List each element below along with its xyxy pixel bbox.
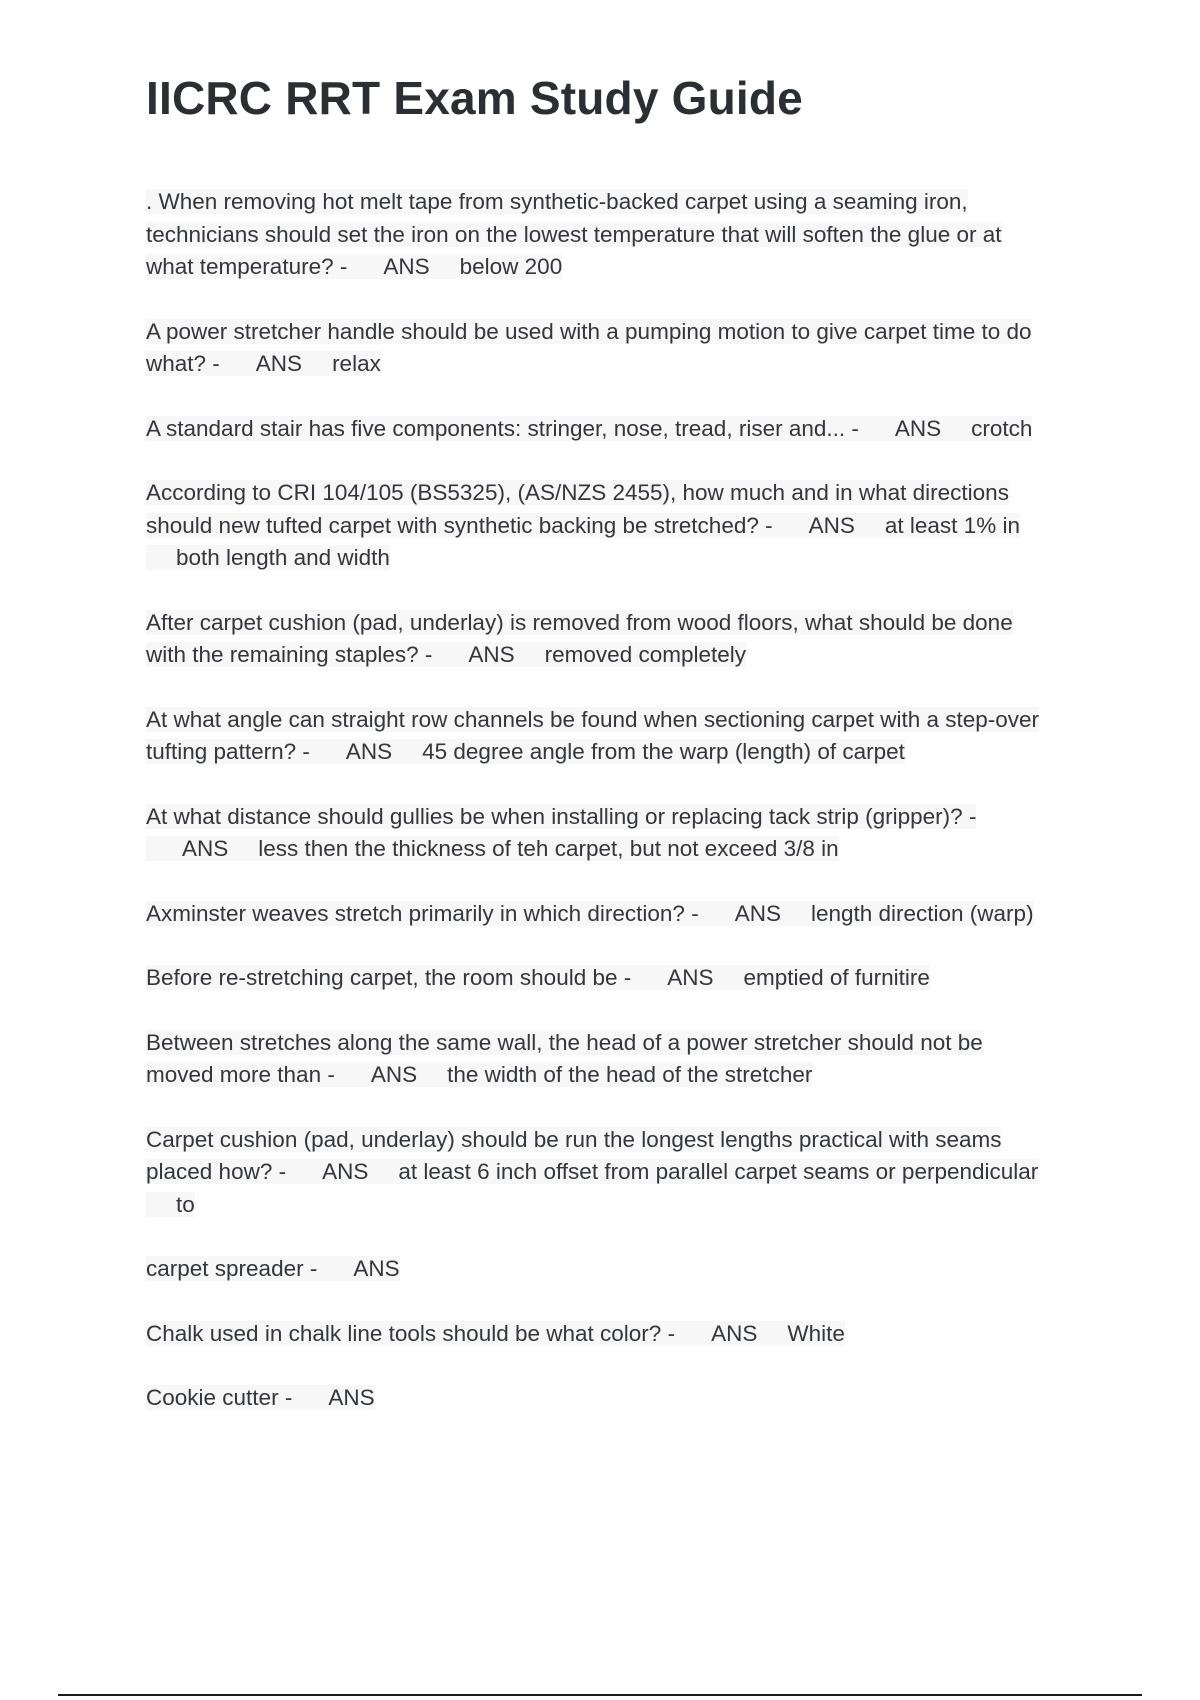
question-text: carpet spreader	[146, 1256, 304, 1281]
ans-label: ANS	[432, 642, 514, 667]
ans-label: ANS	[859, 416, 941, 441]
ans-label: ANS	[286, 1159, 368, 1184]
question-text: . When removing hot melt tape from synthetic-backed carpet using a seaming iron, technicians should set the iron on the lowest temperature that will soften the glue or at what temperature?	[146, 189, 1002, 279]
qa-item	[146, 1027, 1046, 1092]
question-text: A power stretcher handle should be used with a pumping motion to give carpet time to do what?	[146, 318, 1032, 376]
question-text: According to CRI 104/105 (BS5325), (AS/NZS 2455), how much and in what directions should new tufted carpet with synthetic backing be stretched?	[146, 480, 1009, 538]
ans-label: ANS	[347, 254, 429, 279]
question-text: Axminster weaves stretch primarily in which direction?	[146, 900, 685, 926]
answer-text: less then the thickness of teh carpet, but not exceed 3/8 in	[228, 836, 838, 861]
question-text: Between stretches along the same wall, the head of a power stretcher should not be moved more than	[146, 1029, 983, 1087]
answer-text: crotch	[941, 416, 1032, 441]
ans-label: ANS	[146, 836, 228, 861]
separator: -	[333, 254, 348, 279]
separator: -	[962, 803, 977, 829]
separator: -	[661, 1320, 676, 1346]
question-text: A standard stair has five components: stringer, nose, tread, riser and...	[146, 415, 846, 441]
separator: -	[758, 512, 773, 538]
question-text: Before re-stretching carpet, the room should be	[146, 965, 618, 990]
qa-item	[146, 477, 1046, 575]
answer-text: removed completely	[515, 642, 746, 667]
qa-item	[146, 898, 1046, 931]
qa-item	[146, 962, 1046, 995]
qa-item	[146, 1318, 1046, 1351]
qa-item	[146, 1382, 1046, 1415]
ans-label: ANS	[292, 1385, 374, 1410]
question-text: Carpet cushion (pad, underlay) should be run the longest lengths practical with seams placed how?	[146, 1126, 1002, 1184]
qa-list	[146, 186, 1046, 1447]
answer-text: below 200	[430, 254, 563, 279]
qa-item	[146, 316, 1046, 381]
qa-item	[146, 607, 1046, 672]
qa-item	[146, 801, 1046, 866]
qa-item	[146, 186, 1046, 284]
separator: -	[845, 415, 859, 441]
ans-label: ANS	[310, 739, 392, 764]
separator: -	[272, 1159, 287, 1184]
qa-item	[146, 704, 1046, 769]
answer-text: relax	[302, 351, 381, 376]
footer-rule	[58, 1694, 1142, 1696]
separator: -	[303, 1256, 318, 1281]
question-text: After carpet cushion (pad, underlay) is removed from wood floors, what should be done with the remaining staples?	[146, 609, 1013, 667]
separator: -	[296, 739, 310, 764]
separator: -	[684, 900, 699, 926]
ans-label: ANS	[220, 351, 302, 376]
separator: -	[418, 642, 433, 667]
answer-text: White	[757, 1321, 845, 1346]
answer-text: length direction (warp)	[781, 901, 1034, 926]
answer-text: at least 6 inch offset from parallel carpet seams or perpendicular to	[146, 1159, 1038, 1217]
qa-item	[146, 1124, 1046, 1222]
ans-label: ANS	[631, 965, 713, 990]
answer-text: the width of the head of the stretcher	[417, 1062, 812, 1087]
separator: -	[206, 351, 220, 376]
ans-label: ANS	[317, 1256, 399, 1281]
separator: -	[278, 1385, 293, 1410]
question-text: At what angle can straight row channels be found when sectioning carpet with a step-over tufting pattern?	[146, 706, 1040, 764]
ans-label: ANS	[675, 1321, 757, 1346]
separator: -	[617, 965, 632, 990]
question-text: Cookie cutter	[146, 1385, 279, 1410]
answer-text: at least 1% in both length and width	[146, 513, 1020, 571]
ans-label: ANS	[699, 901, 781, 926]
ans-label: ANS	[773, 513, 855, 538]
question-text: At what distance should gullies be when installing or replacing tack strip (gripper)?	[146, 803, 963, 829]
answer-text: 45 degree angle from the warp (length) of carpet	[392, 739, 905, 764]
answer-text: emptied of furnitire	[714, 965, 930, 990]
qa-item	[146, 413, 1046, 446]
qa-item	[146, 1253, 1046, 1286]
ans-label: ANS	[335, 1062, 417, 1087]
separator: -	[321, 1062, 335, 1087]
question-text: Chalk used in chalk line tools should be what color?	[146, 1320, 662, 1346]
page-title: IICRC RRT Exam Study Guide	[146, 72, 803, 124]
